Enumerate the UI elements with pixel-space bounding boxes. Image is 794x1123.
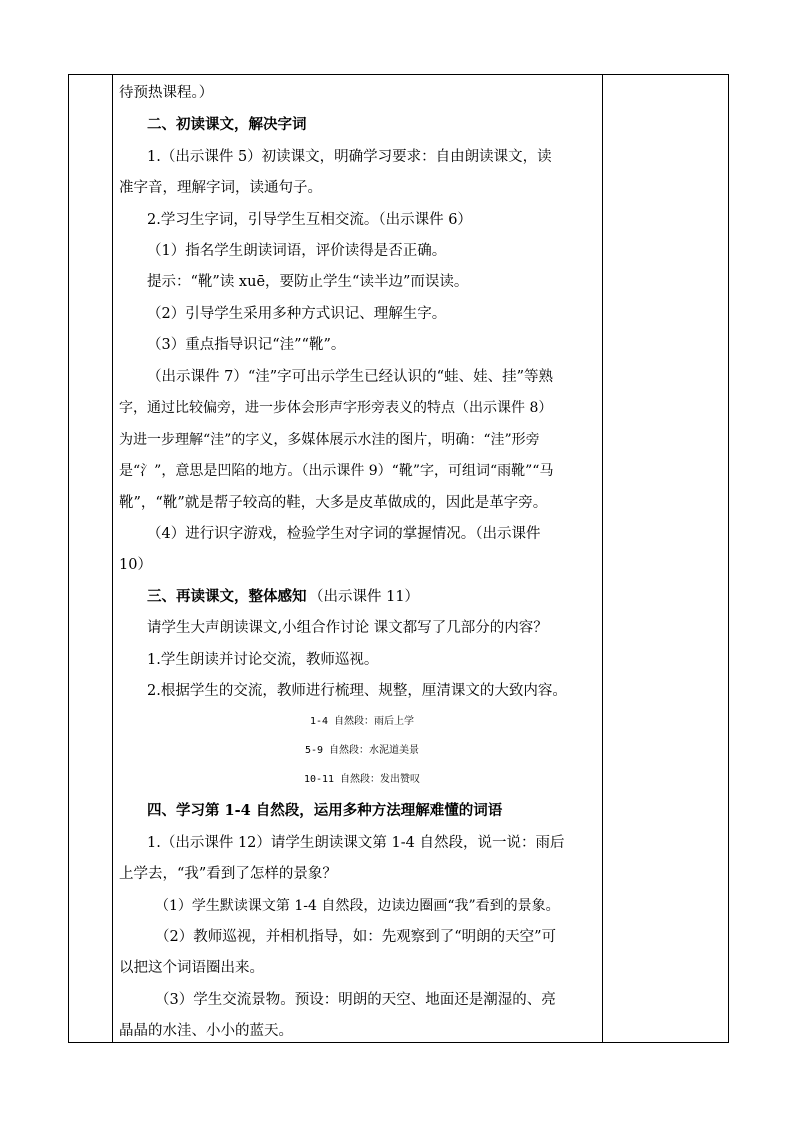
text-line: （出示课件 7）“洼”字可出示学生已经认识的“蛙、娃、挂”等熟 [147,369,553,385]
text-line: 字，通过比较偏旁，进一步体会形声字形旁表义的特点（出示课件 8） [119,400,553,416]
text-line: （出示课件 11） [309,589,420,605]
section-heading: 四、学习第 1-4 自然段，运用多种方法理解难懂的词语 [147,802,503,819]
text-line: （2）教师巡视，并相机指导，如：先观察到了“明朗的天空”可 [155,929,557,945]
column-divider-left [112,75,113,1042]
text-line: 靴”，“靴”就是帮子较高的鞋，大多是皮革做成的，因此是革字旁。 [119,495,548,511]
text-line: 1.（出示课件 5）初读课文，明确学习要求：自由朗读课文，读 [147,149,552,165]
column-divider-right [602,75,603,1042]
text-line: 是“氵”，意思是凹陷的地方。（出示课件 9）“靴”字，可组词“雨靴”“马 [119,463,554,479]
text-line: 2.根据学生的交流，教师进行梳理、规整，厘清课文的大致内容。 [147,683,567,699]
text-line: 10） [119,557,152,573]
text-line: 上学去，“我”看到了怎样的景象？ [119,866,337,882]
lesson-table [68,74,729,1043]
text-line: 请学生大声朗读课文,小组合作讨论 课文都写了几部分的内容？ [147,620,548,636]
text-line: 准字音，理解字词，读通句子。 [119,180,322,196]
section-heading: 三、再读课文，整体感知 [147,588,307,605]
text-line: 以把这个词语圈出来。 [119,960,264,976]
text-line: （1）学生默读课文第 1-4 自然段，边读边圈画“我”看到的景象。 [155,898,560,914]
outline-item: 1-4 自然段：雨后上学 [309,716,415,727]
text-line: （2）引导学生采用多种方式识记、理解生字。 [147,306,447,322]
text-line: 1.（出示课件 12）请学生朗读课文第 1-4 自然段，说一说：雨后 [147,835,565,851]
text-line: （1）指名学生朗读词语，评价读得是否正确。 [147,243,447,259]
text-line: （3）重点指导识记“洼”“靴”。 [147,337,346,353]
outline-item: 10-11 自然段：发出赞叹 [303,774,421,785]
text-line: 2.学习生字词，引导学生互相交流。（出示课件 6） [147,212,472,228]
text-line: 晶晶的水洼、小小的蓝天。 [119,1023,293,1039]
text-line: （4）进行识字游戏，检验学生对字词的掌握情况。（出示课件 [147,526,541,542]
text-line: 1.学生朗读并讨论交流，教师巡视。 [147,652,379,668]
text-line: 为进一步理解“洼”的字义，多媒体展示水洼的图片，明确：“洼”形旁 [119,432,540,448]
text-line: （3）学生交流景物。预设：明朗的天空、地面还是潮湿的、亮 [155,992,556,1008]
section-heading: 二、初读课文，解决字词 [147,116,307,133]
text-line: 待预热课程。） [119,85,214,101]
text-line: 提示：“靴”读 xuē，要防止学生“读半边”而误读。 [147,274,469,290]
outline-item: 5-9 自然段：水泥道美景 [304,745,420,756]
